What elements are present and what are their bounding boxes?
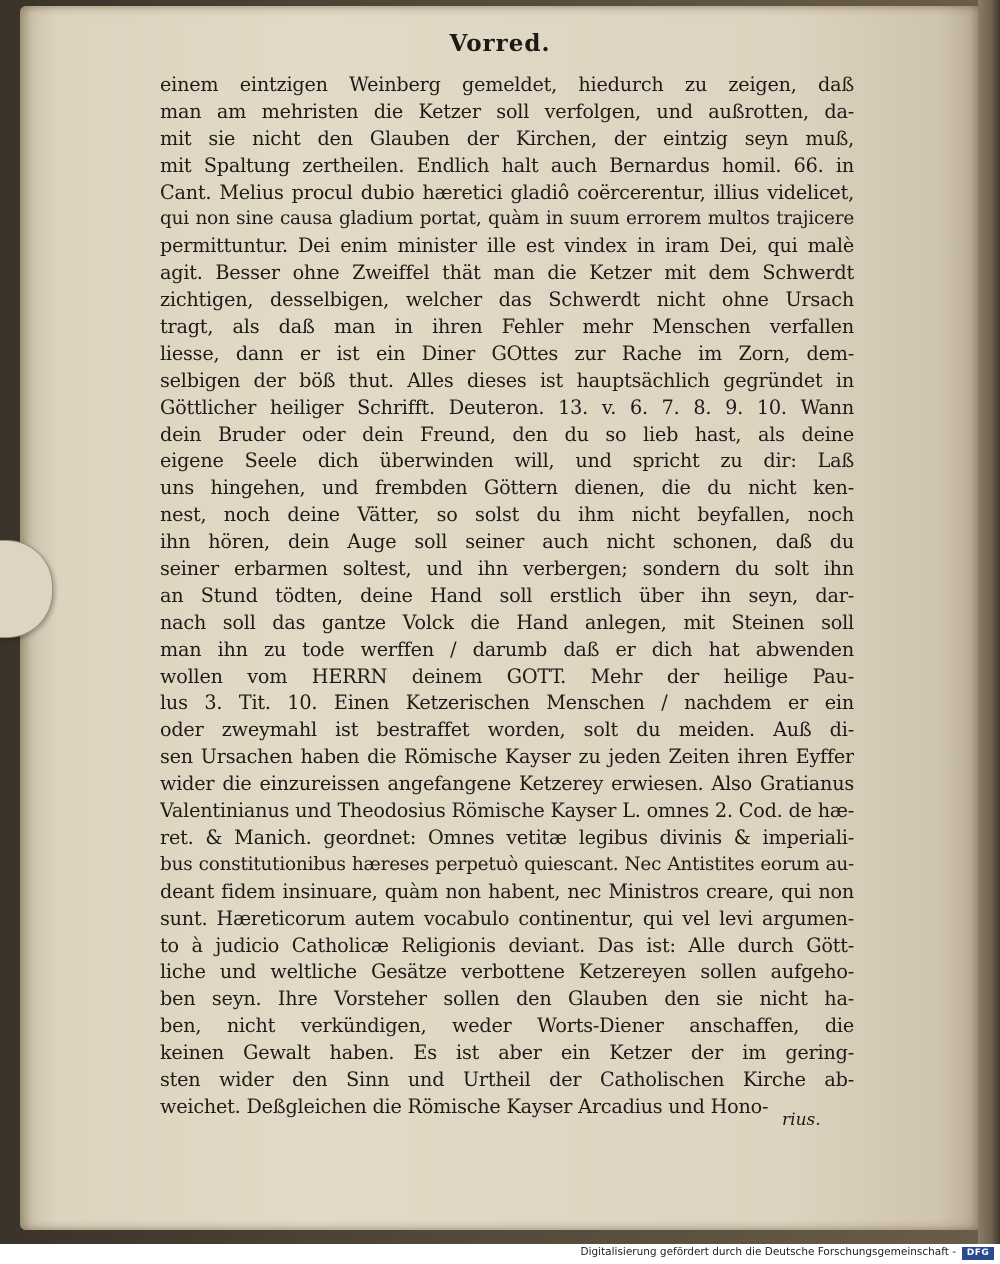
- text-line: sten wider den Sinn und Urtheil der Catholischen Kirche ab-: [160, 1067, 854, 1091]
- running-head: Vorred.: [449, 30, 551, 57]
- text-line: ben seyn. Ihre Vorsteher sollen den Glauben den sie nicht ha-: [160, 987, 854, 1011]
- footer-bar: [0, 1244, 1000, 1264]
- text-line: liesse, dann er ist ein Diner GOttes zur Rache im Zorn, dem-: [160, 341, 854, 365]
- page-edge: [978, 0, 1000, 1244]
- text-line: wollen vom HERRN deinem GOTT. Mehr der heilige Pau-: [160, 664, 854, 688]
- text-line: oder zweymahl ist bestraffet worden, solt du meiden. Auß di-: [160, 718, 854, 742]
- text-line: to à judicio Catholicæ Religionis deviant. Das ist: Alle durch Gött-: [160, 933, 854, 957]
- text-line: ihn hören, dein Auge soll seiner auch nicht schonen, daß du: [160, 530, 854, 554]
- text-line: weichet. Deßgleichen die Römische Kayser Arcadius und Hono-: [160, 1094, 769, 1118]
- text-line: deant fidem insinuare, quàm non habent, nec Ministros creare, qui non: [160, 879, 854, 903]
- text-line: an Stund tödten, deine Hand soll erstlich über ihn seyn, dar-: [160, 583, 854, 607]
- catchword: rius.: [782, 1110, 821, 1130]
- text-line: dein Bruder oder dein Freund, den du so lieb hast, als deine: [160, 422, 854, 446]
- text-line: bus constitutionibus hæreses perpetuò quiescant. Nec Antistites eorum au-: [160, 853, 854, 875]
- funding-credit: Digitalisierung gefördert durch die Deutsche Forschungsgemeinschaft -: [580, 1246, 956, 1258]
- dfg-logo-icon: DFG: [962, 1247, 994, 1260]
- text-line: seiner erbarmen soltest, und ihn verbergen; sondern du solt ihn: [160, 557, 854, 581]
- text-line: ret. & Manich. geordnet: Omnes vetitæ legibus divinis & imperiali-: [160, 825, 854, 849]
- text-line: Cant. Melius procul dubio hæretici gladiô coërcerentur, illius videlicet,: [160, 180, 854, 204]
- text-line: Valentinianus und Theodosius Römische Kayser L. omnes 2. Cod. de hæ-: [160, 799, 854, 823]
- text-line: nest, noch deine Vätter, so solst du ihm nicht beyfallen, noch: [160, 503, 854, 527]
- body-text: [160, 72, 854, 1121]
- text-line: agit. Besser ohne Zweiffel thät man die Ketzer mit dem Schwerdt: [160, 261, 854, 285]
- text-line: wider die einzureissen angefangene Ketzerey erwiesen. Also Gratianus: [160, 772, 854, 796]
- text-line: permittuntur. Dei enim minister ille est vindex in iram Dei, qui malè: [160, 234, 854, 258]
- text-line: zichtigen, desselbigen, welcher das Schwerdt nicht ohne Ursach: [160, 288, 854, 312]
- text-line: tragt, als daß man in ihren Fehler mehr Menschen verfallen: [160, 315, 854, 339]
- text-line: mit sie nicht den Glauben der Kirchen, der eintzig seyn muß,: [160, 126, 854, 150]
- text-line: nach soll das gantze Volck die Hand anlegen, mit Steinen soll: [160, 610, 854, 634]
- text-line: lus 3. Tit. 10. Einen Ketzerischen Menschen / nachdem er ein: [160, 691, 854, 715]
- text-line: eigene Seele dich überwinden will, und spricht zu dir: Laß: [160, 449, 854, 473]
- text-line: liche und weltliche Gesätze verbottene Ketzereyen sollen aufgeho-: [160, 960, 854, 984]
- text-line: selbigen der böß thut. Alles dieses ist hauptsächlich gegründet in: [160, 368, 854, 392]
- text-line: einem eintzigen Weinberg gemeldet, hiedurch zu zeigen, daß: [160, 73, 854, 96]
- text-line: mit Spaltung zertheilen. Endlich halt auch Bernardus homil. 66. in: [160, 153, 854, 177]
- text-line: ben, nicht verkündigen, weder Worts-Diener anschaffen, die: [160, 1014, 854, 1038]
- text-line: man ihn zu tode werffen / darumb daß er dich hat abwenden: [160, 637, 854, 661]
- text-line: sunt. Hæreticorum autem vocabulo continentur, qui vel levi argumen-: [160, 906, 854, 930]
- text-line: sen Ursachen haben die Römische Kayser zu jeden Zeiten ihren Eyffer: [160, 745, 854, 769]
- text-line: uns hingehen, und frembden Göttern dienen, die du nicht ken-: [160, 476, 854, 500]
- text-line: Göttlicher heiliger Schrifft. Deuteron. 13. v. 6. 7. 8. 9. 10. Wann: [160, 395, 854, 419]
- text-line: man am mehristen die Ketzer soll verfolgen, und außrotten, da-: [160, 99, 854, 123]
- text-line: keinen Gewalt haben. Es ist aber ein Ketzer der im gering-: [160, 1041, 854, 1065]
- text-line: qui non sine causa gladium portat, quàm in suum errorem multos trajicere: [160, 208, 854, 230]
